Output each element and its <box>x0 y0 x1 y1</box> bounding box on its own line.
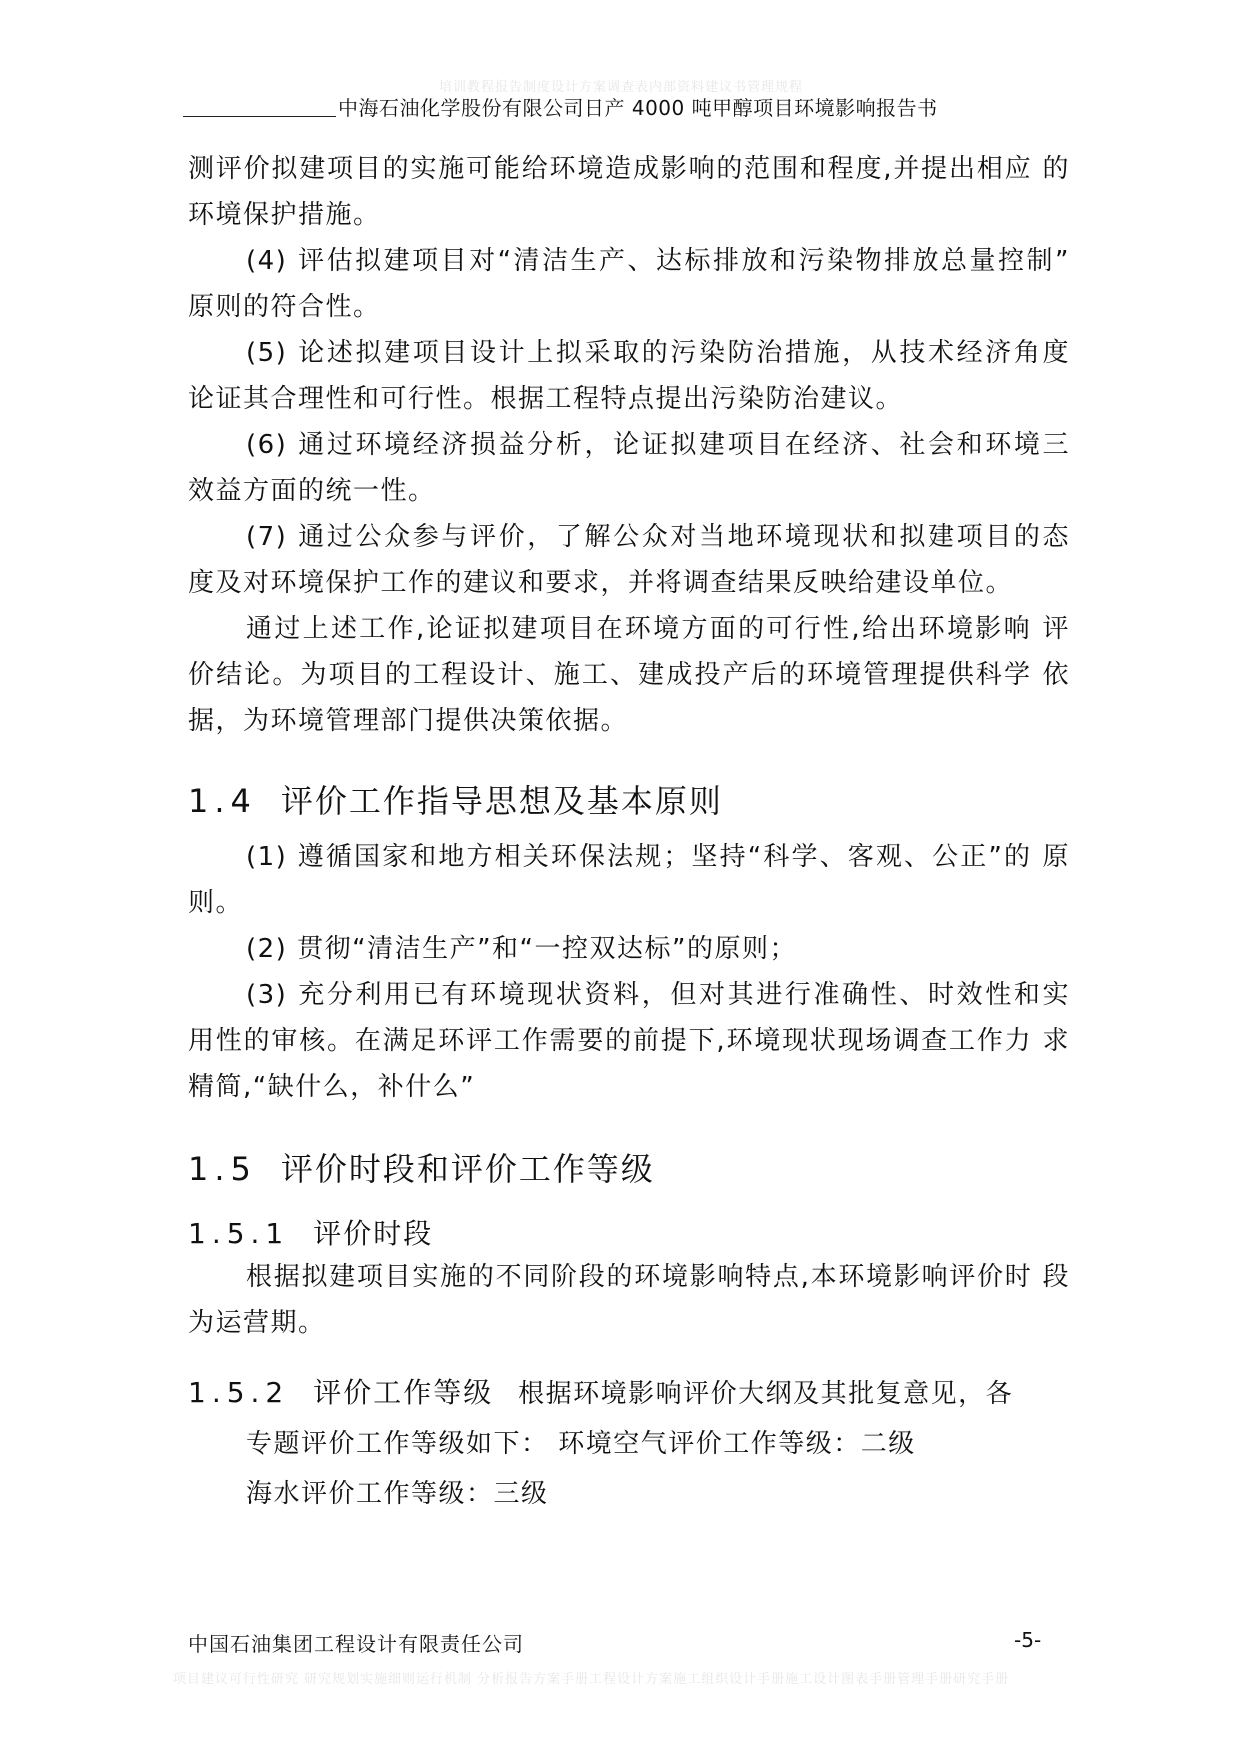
paragraph-3: (5) 论述拟建项目设计上拟采取的污染防治措施，从技术经济角度 论证其合理性和可行性。根据工程特点提出污染防治建议。 <box>188 338 1070 414</box>
subsection-heading-1-5-2 <box>188 1368 1070 1419</box>
paragraph-4: (6) 通过环境经济损益分析，论证拟建项目在经济、社会和环境三 效益方面的统一性。 <box>188 430 1070 506</box>
subsection-heading-1-5-1 <box>188 1212 1070 1252</box>
header-rule <box>183 116 336 117</box>
paragraph-13: 海水评价工作等级：三级 <box>246 1479 549 1509</box>
footer-company: 中国石油集团工程设计有限责任公司 <box>188 1632 524 1656</box>
paragraph-2: (4) 评估拟建项目对“清洁生产、达标排放和污染物排放总量控制” 原则的符合性。 <box>188 246 1070 322</box>
page-number: -5- <box>1014 1628 1042 1652</box>
paragraph-8: (2) 贯彻“清洁生产”和“一控双达标”的原则； <box>246 934 797 964</box>
running-header: 中海石油化学股份有限公司日产 4000 吨甲醇项目环境影响报告书 <box>338 96 938 120</box>
section-number: 1.4 <box>188 782 257 820</box>
subsection-title: 评价工作等级 <box>313 1376 494 1409</box>
watermark-bottom: 项目建议可行性研究 研究规划实施细则运行机制 分析报告方案手册工程设计方案施工组织设计手册施工设计图表手册管理手册研究手册 <box>172 1672 1010 1687</box>
subsection-number: 1.5.2 <box>188 1376 290 1409</box>
paragraph-1: 测评价拟建项目的实施可能给环境造成影响的范围和程度,并提出相应 的环境保护措施。 <box>188 154 1070 230</box>
section-number: 1.5 <box>188 1150 257 1188</box>
watermark-top: 培训教程报告制度设计方案调查表内部资料建议书管理规程 <box>438 80 803 95</box>
paragraph-6: 通过上述工作,论证拟建项目在环境方面的可行性,给出环境影响 评价结论。为项目的工程设计、施工、建成投产后的环境管理提供科学 依据，为环境管理部门提供决策依据。 <box>188 614 1070 736</box>
paragraph-7: (1) 遵循国家和地方相关环保法规；坚持“科学、客观、公正”的 原则。 <box>188 842 1070 918</box>
paragraph-11: 根据环境影响评价大纲及其批复意见，各 <box>518 1379 1014 1409</box>
section-heading-1-4 <box>188 776 1070 822</box>
paragraph-12: 专题评价工作等级如下： 环境空气评价工作等级：二级 <box>246 1429 916 1459</box>
subsection-number: 1.5.1 <box>188 1217 290 1250</box>
paragraph-9: (3) 充分利用已有环境现状资料，但对其进行准确性、时效性和实 用性的审核。在满足环评工作需要的前提下,环境现状现场调查工作力 求精简,“缺什么，补什么” <box>188 980 1070 1102</box>
subsection-title: 评价时段 <box>313 1217 434 1250</box>
paragraph-5: (7) 通过公众参与评价，了解公众对当地环境现状和拟建项目的态 度及对环境保护工作的建议和要求，并将调查结果反映给建设单位。 <box>188 522 1070 598</box>
section-title: 评价时段和评价工作等级 <box>280 1150 655 1188</box>
section-heading-1-5 <box>188 1144 1070 1190</box>
section-title: 评价工作指导思想及基本原则 <box>280 782 723 820</box>
paragraph-10: 根据拟建项目实施的不同阶段的环境影响特点,本环境影响评价时 段为运营期。 <box>188 1262 1070 1338</box>
page-body <box>188 146 1070 1519</box>
